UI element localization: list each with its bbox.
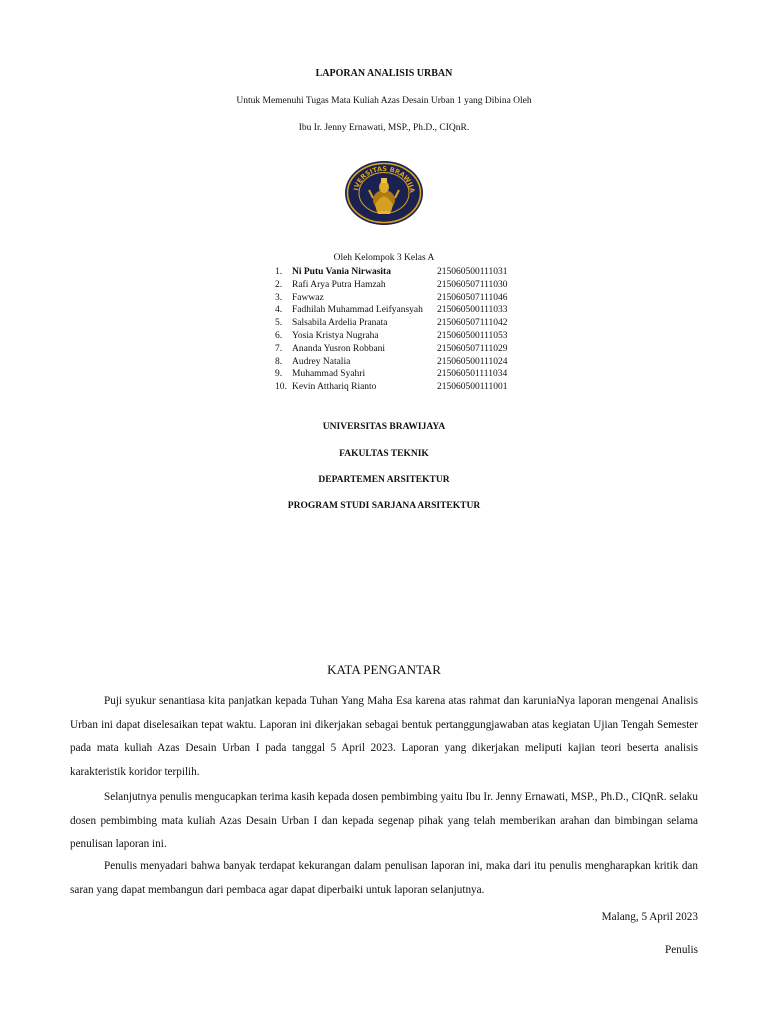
member-nim: 215060507111030 [437, 279, 508, 290]
member-number: 6. [275, 330, 283, 341]
member-row [275, 266, 535, 279]
member-name: Yosia Kristya Nugraha [292, 330, 379, 341]
member-nim: 215060507111042 [437, 318, 508, 329]
member-number: 2. [275, 279, 283, 290]
member-name: Fawwaz [292, 292, 324, 303]
member-number: 8. [275, 356, 283, 367]
member-row [275, 317, 535, 330]
member-name: Kevin Atthariq Rianto [292, 382, 377, 393]
member-row [275, 304, 535, 317]
member-name: Ni Putu Vania Nirwasita [292, 267, 391, 277]
lecturer-name: Ibu Ir. Jenny Ernawati, MSP., Ph.D., CIQnR. [298, 123, 470, 133]
preface-title: KATA PENGANTAR [327, 662, 441, 677]
member-name: Fadhilah Muhammad Leifyansyah [292, 305, 423, 316]
member-row [275, 330, 535, 343]
place-date: Malang, 5 April 2023 [601, 911, 698, 923]
member-name: Audrey Natalia [292, 356, 351, 367]
author-signoff: Penulis [665, 944, 698, 956]
member-number: 1. [275, 267, 283, 277]
university-logo-icon [344, 160, 424, 226]
university-logo [344, 160, 424, 226]
report-subtitle: Untuk Memenuhi Tugas Mata Kuliah Azas Desain Urban 1 yang Dibina Oleh [236, 96, 532, 106]
member-nim: 215060507111029 [437, 343, 508, 354]
member-number: 3. [275, 292, 283, 303]
member-number: 5. [275, 318, 283, 329]
member-name: Rafi Arya Putra Hamzah [292, 279, 386, 290]
member-nim: 215060500111001 [437, 382, 508, 393]
group-label: Oleh Kelompok 3 Kelas A [333, 253, 435, 263]
member-row [275, 356, 535, 369]
study-program-name: PROGRAM STUDI SARJANA ARSITEKTUR [287, 501, 481, 511]
member-row [275, 292, 535, 305]
report-title: LAPORAN ANALISIS URBAN [315, 68, 453, 79]
member-row [275, 279, 535, 292]
preface-paragraph: Penulis menyadari bahwa banyak terdapat kekurangan dalam penulisan laporan ini, maka dari itu penulis mengharapkan kritik dan saran yang dapat membangun dari pembaca agar dapat diperbaiki untuk laporan selanjutnya. [70, 860, 698, 896]
university-name: UNIVERSITAS BRAWIJAYA [322, 422, 446, 432]
member-number: 7. [275, 343, 283, 354]
member-row [275, 343, 535, 356]
member-name: Salsabila Ardelia Pranata [292, 318, 388, 329]
member-name: Muhammad Syahri [292, 369, 366, 380]
department-name: DEPARTEMEN ARSITEKTUR [318, 475, 450, 485]
logo-lettering: IVERSITAS BRAWIJA [352, 164, 417, 193]
member-list [275, 266, 535, 394]
member-nim: 215060507111046 [437, 292, 508, 303]
member-nim: 215060501111034 [437, 369, 508, 380]
preface-paragraph: Puji syukur senantiasa kita panjatkan kepada Tuhan Yang Maha Esa karena atas rahmat dan karuniaNya laporan mengenai Analisis Urban ini dapat diselesaikan tepat waktu. Laporan ini dikerjakan sebagai bentuk pertanggungjawaban atas kegiatan Ujian Tengah Semester pada mata kuliah Azas Desain Urban I pada tanggal 5 April 2023. Laporan yang dikerjakan meliputi kajian teori beserta analisis karakteristik koridor terpilih. [70, 695, 698, 778]
faculty-name: FAKULTAS TEKNIK [339, 449, 429, 459]
member-nim: 215060500111031 [437, 267, 508, 277]
member-row [275, 381, 535, 394]
member-number: 9. [275, 369, 283, 380]
member-row [275, 368, 535, 381]
member-name: Ananda Yusron Robbani [292, 343, 386, 354]
member-nim: 215060500111024 [437, 356, 508, 367]
member-nim: 215060500111053 [437, 330, 508, 341]
member-number: 10. [275, 382, 287, 393]
member-nim: 215060500111033 [437, 305, 508, 316]
preface-paragraph: Selanjutnya penulis mengucapkan terima kasih kepada dosen pembimbing yaitu Ibu Ir. Jenny Ernawati, MSP., Ph.D., CIQnR. selaku dosen pembimbing mata kuliah Azas Desain Urban I dan kepada segenap pihak yang telah memberikan arahan dan bimbingan selama penulisan laporan ini. [70, 791, 698, 850]
member-number: 4. [275, 305, 283, 316]
